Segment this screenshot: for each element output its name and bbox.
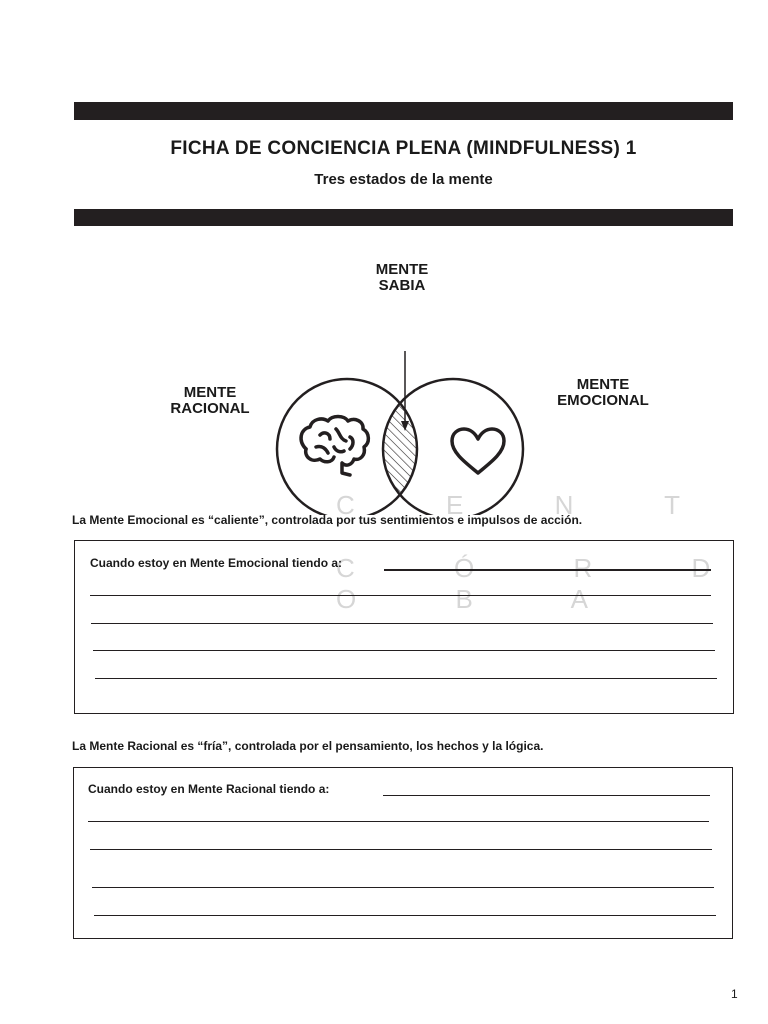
brain-icon [301,417,368,476]
answer-line-racional-3[interactable] [92,887,714,888]
watermark-line-1: C E N T [336,490,722,520]
answer-line-racional-0[interactable] [383,795,710,796]
answer-line-racional-4[interactable] [94,915,716,916]
watermark-line-2: C Ó R D O B A [336,553,757,614]
description-mente-emocional: La Mente Emocional es “caliente”, controlada por tus sentimientos e impulsos de acción. [72,513,583,527]
page-number: 1 [731,987,738,1001]
prompt-mente-emocional: Cuando estoy en Mente Emocional tiendo a: [90,556,343,570]
answer-line-emocional-0[interactable] [384,569,711,571]
answer-line-emocional-2[interactable] [91,623,713,624]
answer-line-racional-1[interactable] [88,821,709,822]
header-top-bar [74,102,733,120]
label-mente-sabia: MENTE SABIA [375,261,429,294]
label-mente-emocional: MENTE EMOCIONAL [557,376,649,409]
label-mente-racional: MENTE RACIONAL [170,384,250,417]
header-bottom-bar [74,209,733,226]
answer-line-emocional-3[interactable] [93,650,715,651]
answer-line-emocional-4[interactable] [95,678,717,679]
description-mente-racional: La Mente Racional es “fría”, controlada por el pensamiento, los hechos y la lógica. [72,739,544,753]
page-title: FICHA DE CONCIENCIA PLENA (MINDFULNESS) 1 [170,138,637,159]
prompt-mente-racional: Cuando estoy en Mente Racional tiendo a: [88,782,330,796]
answer-line-racional-2[interactable] [90,849,712,850]
heart-icon [452,429,504,473]
page-subtitle: Tres estados de la mente [314,171,493,188]
answer-line-emocional-1[interactable] [90,595,711,596]
